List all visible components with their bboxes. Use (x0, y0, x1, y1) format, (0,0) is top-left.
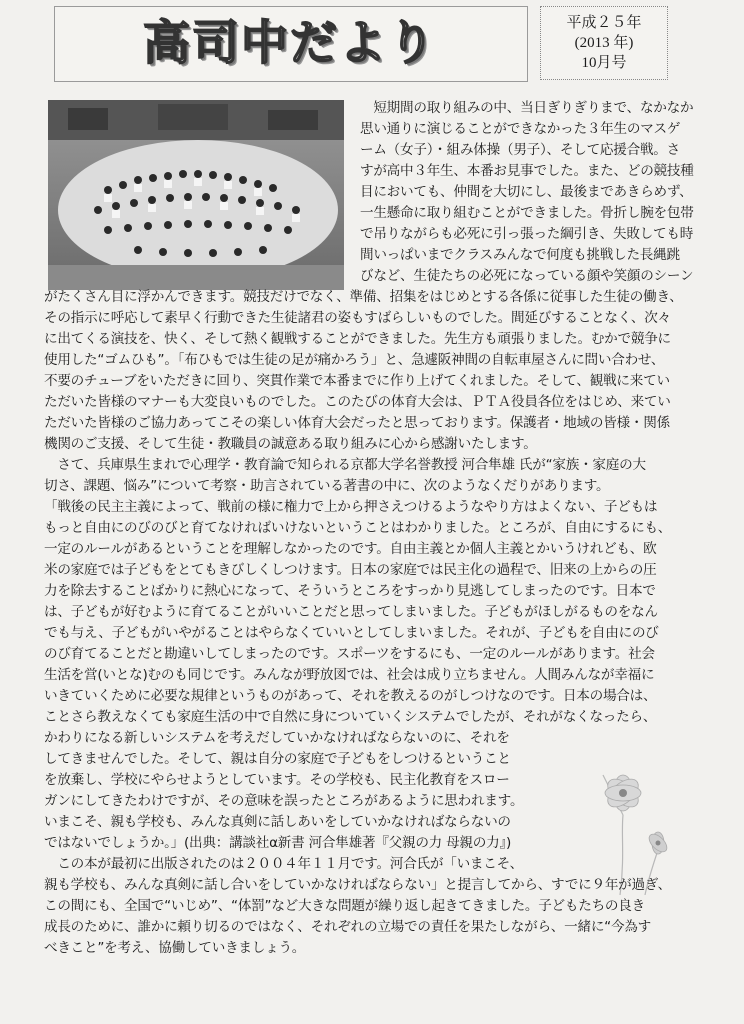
text-line: に出てくる演技を、快く、そして熱く観戦することができました。先生方も頑張りました。むかで競争に (44, 331, 671, 347)
text-line: ことさら教えなくても家庭生活の中で自然に身についていくシステムでしたが、それがなくなったら、 (44, 709, 657, 725)
text-line: は、子どもが好むように育てることがいいことだと思ってしまいました。子どもがほしがるものをなん (44, 604, 658, 620)
text-line: いきていくために必要な規律というものがあって、それを教えるのがしつけなのです。日本の場合は、 (44, 688, 657, 704)
text-line: 親も学校も、みんな真剣に話し合いをしていかなければならない」と提言してから、すでに９年が過ぎ、 (44, 877, 672, 893)
text-line: べきこと”を考え、協働していきましょう。 (44, 940, 306, 956)
text-line: この間にも、全国で“いじめ”、“体罰”など大きな問題が繰り返し起きてきました。子どもたちの良き (44, 898, 645, 914)
newsletter-title: 高司中だより (143, 16, 437, 71)
article-body (44, 98, 704, 959)
text-line: ただいた皆様のご協力あってこその楽しい体育大会だったと思っております。保護者・地域の皆様・関係 (44, 415, 670, 431)
issue-date-box (540, 6, 668, 80)
text-line: でも与え、子どもがいやがることはやらなくていいとしてしまいました。それが、子どもを自由にのび (44, 625, 659, 641)
text-line: 「戦後の民主主義によって、戦前の様に権力で上から押さえつけるようなやり方はよくない、子どもは (44, 499, 658, 515)
text-line: いまこそ、親も学校も、みんな真剣に話しあいをしていかなければならないの (44, 814, 511, 830)
text-line: してきませんでした。そして、親は自分の家庭で子どもをしつけるということ (44, 751, 511, 767)
text-line: 使用した“ゴムひも”。「布ひもでは生徒の足が痛かろう」と、急遽阪神間の自転車屋さんに問い合わせ、 (44, 352, 665, 368)
era-date: 平成２５年 (566, 15, 642, 31)
western-year: (2013 年) (574, 35, 634, 51)
text-line: 一生懸命に取り組むことができました。骨折し腕を包帯 (360, 205, 694, 221)
text-line: 成長のために、誰かに頼り切るのではなく、それぞれの立場での責任を果たしながら、一緒に“今為す (44, 919, 651, 935)
text-line: 不要のチューブをいただきに回り、突貫作業で本番までに作り上げてくれました。そして、観戦に来てい (44, 373, 670, 389)
text-line: で吊りながらも必死に引っ張った綱引き、失敗しても時 (360, 226, 694, 242)
text-line: 思い通りに演じることができなかった３年生のマスゲ (360, 121, 681, 137)
text-line: 米の家庭では子どもをとてもきびしくしつけます。日本の家庭では民主化の過程で、旧来の上からの圧 (44, 562, 657, 578)
text-line: この本が最初に出版されたのは２００４年１１月です。河合氏が「いまこそ、 (44, 856, 524, 872)
text-line: びなど、生徒たちの必死になっている顔や笑顔のシーン (360, 268, 694, 284)
text-line: すが高中３年生、本番お見事でした。また、どの競技種 (360, 163, 694, 179)
text-line: ではないでしょうか。」(出典：講談社α新書 河合隼雄著『父親の力 母親の力』) (44, 835, 512, 851)
text-line: 機関のご支援、そして生徒・教職員の誠意ある取り組みに心から感謝いたします。 (44, 436, 537, 452)
text-line: 間いっぱいまでクラスみんなで何度も挑戦した長縄跳 (360, 247, 680, 263)
text-line: 力を除去することばかりに熱心になって、そういうところをすっかり見逃してしまったのです。日本で (44, 583, 656, 599)
text-line: 目においても、仲間を大切にし、最後まであきらめず、 (360, 184, 693, 200)
text-line: もっと自由にのびのびと育てなければいけないということはわかりました。ところが、自由にするにも、 (44, 520, 672, 536)
text-line: 一定のルールがあるということを理解しなかったのです。自由主義とか個人主義とかいうけれども、欧 (44, 541, 657, 557)
text-line: 短期間の取り組みの中、当日ぎりぎりまで、なかなか (360, 100, 694, 116)
text-line: のび育てることだと勘違いしてしまったのです。スポーツをするにも、一定のルールがあります。社会 (44, 646, 655, 662)
text-line: その指示に呼応して素早く行動できた生徒諸君の姿もすばらしいものでした。間延びすることなく、次々 (44, 310, 671, 326)
text-line: がたくさん目に浮かんできます。競技だけでなく、準備、招集をはじめとする各係に従事した生徒の働き、 (44, 289, 683, 305)
text-line: 生活を営(いとな)むのも同じです。みんなが野放図では、社会は成り立ちません。人間みんなが幸福に (44, 667, 655, 683)
text-line: ただいた皆様のマナーも大変良いものでした。このたびの体育大会は、ＰＴＡ役員各位をはじめ、来てい (44, 394, 671, 410)
text-line: を放棄し、学校にやらせようとしています。その学校も、民主化教育をスロー (44, 772, 510, 788)
text-line: さて、兵庫県生まれで心理学・教育論で知られる京都大学名誉教授 河合隼雄 氏が“家族・家庭の大 (44, 457, 646, 473)
text-line: ーム（女子）・組み体操（男子）、そして応援合戦。さ (360, 142, 680, 158)
text-line: かわりになる新しいシステムを考えだしていかなければならないのに、それを (44, 730, 510, 746)
title-box (54, 6, 528, 82)
issue-month: 10月号 (581, 55, 627, 71)
text-line: ガンにしてきたわけですが、その意味を誤ったところがあるように思われます。 (44, 793, 524, 809)
text-line: 切さ、課題、悩み”について考察・助言されている著書の中に、次のようなくだりがあります。 (44, 478, 610, 494)
